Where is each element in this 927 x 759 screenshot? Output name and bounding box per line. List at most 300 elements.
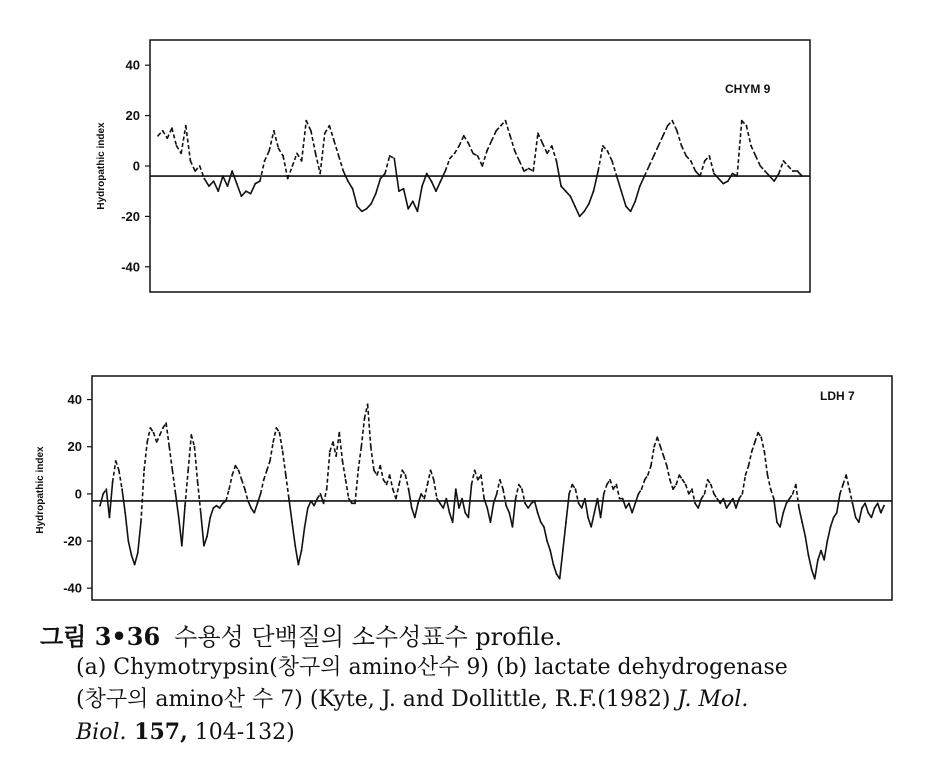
data-segment-ldh7	[207, 517, 210, 536]
data-segment-chym9	[760, 166, 765, 171]
data-point-chym9	[250, 193, 252, 195]
data-point-ldh7	[682, 479, 684, 481]
data-segment-ldh7	[154, 433, 157, 442]
data-point-ldh7	[357, 469, 359, 471]
data-segment-chym9	[223, 176, 228, 186]
data-point-ldh7	[817, 559, 819, 561]
data-point-ldh7	[291, 521, 293, 523]
data-point-ldh7	[738, 498, 740, 500]
data-segment-chym9	[589, 191, 594, 204]
data-segment-ldh7	[538, 513, 541, 522]
data-segment-chym9	[459, 136, 464, 146]
data-point-chym9	[329, 125, 331, 127]
data-point-ldh7	[203, 545, 205, 547]
data-point-chym9	[458, 145, 460, 147]
data-point-ldh7	[134, 564, 136, 566]
data-point-chym9	[537, 132, 539, 134]
data-point-ldh7	[619, 498, 621, 500]
data-point-ldh7	[338, 432, 340, 434]
data-point-ldh7	[584, 498, 586, 500]
data-segment-chym9	[640, 176, 645, 186]
data-point-ldh7	[773, 498, 775, 500]
data-segment-chym9	[404, 189, 409, 209]
data-segment-ldh7	[676, 475, 679, 484]
data-point-ldh7	[678, 474, 680, 476]
data-point-ldh7	[455, 488, 457, 490]
data-point-chym9	[375, 193, 377, 195]
data-point-ldh7	[508, 512, 510, 514]
data-segment-ldh7	[131, 555, 134, 564]
data-point-ldh7	[275, 427, 277, 429]
data-point-ldh7	[719, 502, 721, 504]
data-segment-ldh7	[308, 501, 311, 508]
caption-text-1: (a) Chymotrypsin(창구의 amino산수 9) (b) lactate dehydrogenase	[76, 655, 788, 680]
data-segment-ldh7	[733, 499, 736, 508]
data-segment-ldh7	[204, 536, 207, 545]
data-segment-ldh7	[245, 489, 248, 501]
figure-title: 수용성 단백질의 소수성표수 profile.	[174, 623, 563, 651]
data-point-chym9	[560, 185, 562, 187]
data-point-ldh7	[877, 502, 879, 504]
data-segment-chym9	[603, 146, 608, 151]
data-point-ldh7	[883, 505, 885, 507]
data-point-chym9	[194, 170, 196, 172]
data-segment-ldh7	[503, 489, 506, 506]
data-segment-chym9	[394, 158, 399, 191]
data-segment-ldh7	[229, 475, 232, 489]
data-segment-chym9	[598, 146, 603, 171]
data-point-ldh7	[625, 507, 627, 509]
data-segment-ldh7	[305, 508, 308, 527]
data-segment-ldh7	[742, 475, 745, 494]
data-segment-ldh7	[415, 503, 418, 517]
panel-ldh7	[35, 376, 892, 600]
data-point-chym9	[667, 125, 669, 127]
data-point-chym9	[741, 120, 743, 122]
data-point-ldh7	[389, 474, 391, 476]
data-point-chym9	[449, 158, 451, 160]
data-segment-ldh7	[160, 428, 163, 435]
data-point-ldh7	[401, 469, 403, 471]
data-point-ldh7	[606, 484, 608, 486]
data-point-ldh7	[206, 535, 208, 537]
data-point-ldh7	[713, 493, 715, 495]
data-point-chym9	[264, 160, 266, 162]
data-segment-chym9	[566, 191, 571, 196]
data-segment-ldh7	[147, 428, 150, 442]
data-point-chym9	[236, 183, 238, 185]
data-point-ldh7	[222, 502, 224, 504]
data-segment-ldh7	[201, 513, 204, 546]
data-point-chym9	[569, 195, 571, 197]
data-point-ldh7	[304, 526, 306, 528]
data-segment-ldh7	[657, 437, 660, 446]
data-point-chym9	[171, 127, 173, 129]
data-segment-chym9	[172, 128, 177, 146]
data-point-ldh7	[471, 484, 473, 486]
data-point-ldh7	[776, 521, 778, 523]
caption-line-1	[76, 652, 910, 684]
data-point-chym9	[324, 132, 326, 134]
data-point-chym9	[778, 173, 780, 175]
figure-caption	[40, 622, 910, 749]
data-point-ldh7	[565, 521, 567, 523]
data-point-chym9	[676, 130, 678, 132]
data-point-ldh7	[219, 507, 221, 509]
data-point-ldh7	[729, 502, 731, 504]
data-segment-chym9	[556, 161, 561, 186]
data-point-chym9	[217, 190, 219, 192]
data-segment-chym9	[218, 176, 223, 191]
data-point-ldh7	[530, 502, 532, 504]
data-point-ldh7	[115, 460, 117, 462]
data-point-ldh7	[430, 469, 432, 471]
data-point-ldh7	[634, 502, 636, 504]
data-segment-ldh7	[749, 451, 752, 465]
data-segment-chym9	[269, 131, 274, 151]
data-point-ldh7	[263, 479, 265, 481]
data-point-chym9	[565, 190, 567, 192]
data-point-chym9	[699, 175, 701, 177]
y-tick-label-chym9: 20	[125, 108, 140, 124]
data-segment-ldh7	[623, 499, 626, 508]
data-point-chym9	[620, 190, 622, 192]
data-segment-ldh7	[670, 480, 673, 489]
data-segment-ldh7	[267, 461, 270, 470]
data-point-ldh7	[313, 505, 315, 507]
data-segment-ldh7	[805, 536, 808, 555]
data-segment-ldh7	[780, 513, 783, 527]
data-point-ldh7	[575, 488, 577, 490]
data-segment-chym9	[302, 121, 307, 161]
data-segment-ldh7	[166, 423, 169, 447]
data-point-ldh7	[342, 460, 344, 462]
data-segment-chym9	[677, 131, 682, 146]
data-segment-ldh7	[182, 506, 185, 546]
data-segment-chym9	[584, 204, 589, 212]
data-segment-chym9	[237, 184, 242, 197]
data-point-chym9	[342, 170, 344, 172]
data-segment-ldh7	[755, 433, 758, 442]
data-point-chym9	[750, 145, 752, 147]
data-point-ldh7	[826, 540, 828, 542]
data-segment-chym9	[719, 179, 724, 184]
data-point-ldh7	[405, 474, 407, 476]
data-segment-ldh7	[632, 503, 635, 512]
data-point-chym9	[764, 170, 766, 172]
data-segment-ldh7	[427, 470, 430, 484]
data-point-ldh7	[861, 507, 863, 509]
data-point-chym9	[417, 210, 419, 212]
data-point-chym9	[801, 175, 803, 177]
data-point-ldh7	[112, 481, 114, 483]
data-point-ldh7	[228, 488, 230, 490]
data-segment-chym9	[316, 153, 321, 173]
data-segment-ldh7	[723, 499, 726, 508]
data-point-ldh7	[159, 434, 161, 436]
data-point-ldh7	[490, 521, 492, 523]
data-point-chym9	[199, 165, 201, 167]
data-point-ldh7	[493, 502, 495, 504]
data-segment-ldh7	[286, 475, 289, 499]
data-point-chym9	[333, 140, 335, 142]
data-segment-ldh7	[490, 503, 493, 522]
data-point-chym9	[435, 190, 437, 192]
data-point-ldh7	[427, 484, 429, 486]
data-point-ldh7	[672, 488, 674, 490]
data-point-ldh7	[726, 507, 728, 509]
data-point-ldh7	[310, 500, 312, 502]
data-segment-chym9	[408, 201, 413, 209]
data-point-ldh7	[785, 502, 787, 504]
data-point-ldh7	[464, 512, 466, 514]
data-point-chym9	[421, 185, 423, 187]
data-segment-ldh7	[314, 499, 317, 506]
data-point-chym9	[347, 180, 349, 182]
data-segment-ldh7	[783, 503, 786, 512]
data-segment-chym9	[427, 174, 432, 182]
data-point-ldh7	[641, 488, 643, 490]
data-point-ldh7	[373, 469, 375, 471]
data-segment-ldh7	[535, 501, 538, 513]
data-point-ldh7	[250, 507, 252, 509]
data-point-ldh7	[804, 535, 806, 537]
data-point-ldh7	[716, 498, 718, 500]
data-point-chym9	[653, 155, 655, 157]
data-point-ldh7	[474, 469, 476, 471]
data-segment-ldh7	[544, 527, 547, 541]
data-segment-chym9	[158, 131, 163, 136]
data-point-ldh7	[556, 573, 558, 575]
data-point-chym9	[180, 153, 182, 155]
data-point-ldh7	[502, 488, 504, 490]
data-point-ldh7	[200, 512, 202, 514]
journal-name-cont: Biol.	[76, 720, 127, 745]
data-segment-ldh7	[119, 470, 122, 489]
data-point-ldh7	[656, 436, 658, 438]
data-point-ldh7	[282, 451, 284, 453]
data-segment-ldh7	[283, 451, 286, 475]
data-segment-ldh7	[396, 484, 399, 498]
data-point-ldh7	[571, 484, 573, 486]
data-segment-ldh7	[660, 447, 663, 456]
data-segment-chym9	[274, 131, 279, 149]
data-point-ldh7	[496, 493, 498, 495]
data-point-ldh7	[212, 507, 214, 509]
data-point-ldh7	[754, 441, 756, 443]
y-axis-label-ldh7: Hydropathic index	[35, 446, 46, 534]
data-point-chym9	[472, 153, 474, 155]
data-point-ldh7	[449, 512, 451, 514]
caption-text-2a: (창구의 amino산 수 7) (Kyte, J. and Dollittle, R.F.(1982)	[76, 687, 678, 712]
figure-number: 그림 3•36	[40, 622, 161, 651]
data-point-ldh7	[593, 512, 595, 514]
data-segment-ldh7	[846, 475, 849, 489]
data-segment-chym9	[241, 191, 246, 196]
data-point-ldh7	[379, 465, 381, 467]
data-point-ldh7	[329, 451, 331, 453]
data-segment-chym9	[251, 184, 256, 194]
data-point-ldh7	[587, 517, 589, 519]
data-segment-ldh7	[128, 541, 131, 555]
data-point-ldh7	[660, 446, 662, 448]
data-point-ldh7	[247, 500, 249, 502]
data-segment-ldh7	[736, 499, 739, 508]
data-point-ldh7	[524, 502, 526, 504]
data-point-ldh7	[209, 517, 211, 519]
data-segment-chym9	[283, 156, 288, 179]
data-point-ldh7	[436, 498, 438, 500]
data-segment-chym9	[306, 121, 311, 131]
data-segment-ldh7	[418, 494, 421, 503]
data-point-ldh7	[647, 474, 649, 476]
data-segment-ldh7	[752, 442, 755, 451]
data-point-ldh7	[345, 479, 347, 481]
data-point-ldh7	[688, 493, 690, 495]
data-point-ldh7	[811, 568, 813, 570]
data-point-ldh7	[231, 474, 233, 476]
data-point-ldh7	[874, 507, 876, 509]
data-segment-ldh7	[270, 442, 273, 461]
data-segment-chym9	[737, 121, 742, 176]
data-segment-chym9	[214, 181, 219, 191]
data-segment-ldh7	[802, 522, 805, 536]
data-point-chym9	[755, 155, 757, 157]
data-point-ldh7	[615, 484, 617, 486]
data-point-chym9	[240, 195, 242, 197]
data-point-ldh7	[864, 502, 866, 504]
data-point-ldh7	[420, 493, 422, 495]
data-segment-chym9	[186, 126, 191, 161]
data-segment-ldh7	[242, 480, 245, 489]
data-point-chym9	[426, 173, 428, 175]
data-segment-ldh7	[774, 499, 777, 523]
data-point-ldh7	[131, 554, 133, 556]
data-point-ldh7	[499, 479, 501, 481]
data-point-chym9	[412, 200, 414, 202]
data-point-chym9	[222, 175, 224, 177]
data-segment-ldh7	[818, 550, 821, 559]
data-point-chym9	[783, 160, 785, 162]
data-point-ldh7	[537, 512, 539, 514]
data-point-chym9	[190, 160, 192, 162]
data-point-ldh7	[650, 465, 652, 467]
data-point-chym9	[356, 205, 358, 207]
data-point-ldh7	[105, 488, 107, 490]
data-point-ldh7	[666, 465, 668, 467]
data-segment-chym9	[607, 151, 612, 161]
data-segment-ldh7	[487, 508, 490, 522]
data-point-ldh7	[483, 498, 485, 500]
data-point-ldh7	[99, 505, 101, 507]
data-point-ldh7	[190, 434, 192, 436]
data-segment-chym9	[709, 156, 714, 174]
data-segment-chym9	[617, 176, 622, 191]
data-point-chym9	[528, 168, 530, 170]
data-point-ldh7	[486, 507, 488, 509]
data-point-ldh7	[581, 507, 583, 509]
data-segment-ldh7	[135, 553, 138, 565]
data-segment-chym9	[195, 166, 200, 171]
data-point-chym9	[648, 165, 650, 167]
data-point-chym9	[759, 165, 761, 167]
data-point-chym9	[259, 180, 261, 182]
data-point-chym9	[444, 170, 446, 172]
data-segment-ldh7	[327, 451, 330, 489]
data-point-ldh7	[792, 493, 794, 495]
plot-frame-ldh7	[92, 376, 892, 600]
data-point-chym9	[607, 150, 609, 152]
data-segment-ldh7	[179, 517, 182, 545]
data-segment-ldh7	[745, 466, 748, 475]
caption-title	[40, 622, 910, 652]
data-point-chym9	[398, 190, 400, 192]
data-point-chym9	[305, 120, 307, 122]
data-segment-chym9	[311, 131, 316, 154]
panel-label-ldh7: LDH 7	[820, 389, 855, 403]
data-point-ldh7	[121, 488, 123, 490]
data-segment-chym9	[190, 161, 195, 171]
data-segment-chym9	[496, 126, 501, 131]
data-point-ldh7	[631, 512, 633, 514]
data-point-chym9	[532, 170, 534, 172]
data-point-ldh7	[168, 446, 170, 448]
data-point-ldh7	[691, 488, 693, 490]
y-tick-label-chym9: 0	[132, 158, 140, 174]
data-point-ldh7	[414, 517, 416, 519]
data-segment-ldh7	[566, 494, 569, 522]
data-segment-ldh7	[380, 466, 383, 480]
data-point-ldh7	[392, 488, 394, 490]
data-point-ldh7	[480, 474, 482, 476]
data-point-chym9	[291, 165, 293, 167]
data-point-ldh7	[439, 502, 441, 504]
data-point-ldh7	[118, 469, 120, 471]
data-point-ldh7	[140, 521, 142, 523]
data-point-ldh7	[628, 502, 630, 504]
data-point-ldh7	[515, 498, 517, 500]
data-segment-ldh7	[361, 418, 364, 446]
data-segment-ldh7	[859, 508, 862, 522]
data-segment-ldh7	[289, 499, 292, 523]
data-point-chym9	[708, 155, 710, 157]
data-point-chym9	[639, 185, 641, 187]
plot-frame-chym9	[150, 40, 810, 292]
data-point-ldh7	[833, 517, 835, 519]
data-point-ldh7	[376, 474, 378, 476]
data-point-ldh7	[272, 441, 274, 443]
data-segment-ldh7	[138, 522, 141, 553]
data-point-ldh7	[124, 512, 126, 514]
data-point-ldh7	[669, 479, 671, 481]
data-segment-chym9	[547, 146, 552, 154]
data-point-chym9	[602, 145, 604, 147]
data-point-chym9	[746, 125, 748, 127]
data-segment-chym9	[450, 153, 455, 158]
data-point-ldh7	[546, 540, 548, 542]
data-point-ldh7	[562, 550, 564, 552]
data-point-ldh7	[442, 507, 444, 509]
data-point-chym9	[430, 180, 432, 182]
data-point-ldh7	[518, 484, 520, 486]
data-point-ldh7	[149, 427, 151, 429]
data-point-ldh7	[241, 479, 243, 481]
data-point-chym9	[574, 205, 576, 207]
data-segment-ldh7	[601, 494, 604, 518]
data-point-ldh7	[697, 507, 699, 509]
data-point-ldh7	[622, 498, 624, 500]
data-point-ldh7	[386, 484, 388, 486]
